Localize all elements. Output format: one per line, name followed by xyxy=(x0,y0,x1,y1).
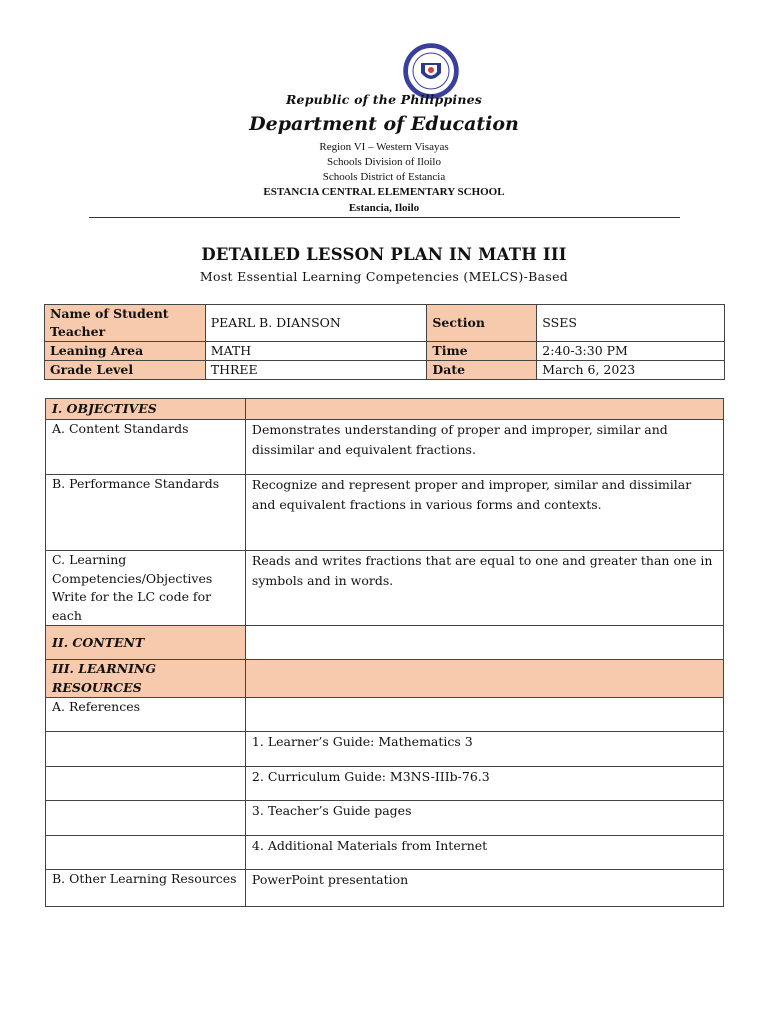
other-resources-text: PowerPoint presentation xyxy=(245,870,723,907)
competencies-text: Reads and writes fractions that are equal to one and greater than one in symbols and in words. xyxy=(245,551,723,626)
republic-heading: Republic of the Philippines xyxy=(285,92,483,107)
date-label: Date xyxy=(427,361,537,380)
learning-resources-heading: III. LEARNING RESOURCES xyxy=(46,660,246,698)
learning-resources-fill xyxy=(245,660,723,698)
grade-level-value: THREE xyxy=(205,361,427,380)
content-standards-label: A. Content Standards xyxy=(46,420,246,475)
region-line: Region VI – Western Visayas xyxy=(319,141,449,153)
district-line: Schools District of Estancia xyxy=(322,171,446,183)
objectives-heading: I. OBJECTIVES xyxy=(46,399,246,420)
deped-seal-icon xyxy=(403,43,459,99)
references-value xyxy=(245,698,723,732)
content-standards-text: Demonstrates understanding of proper and improper, similar and dissimilar and equivalent fractions. xyxy=(245,420,723,475)
ref-blank-1 xyxy=(46,732,246,767)
lesson-plan-subtitle: Most Essential Learning Competencies (MELCS)-Based xyxy=(199,269,569,284)
competencies-label: C. Learning Competencies/Objectives Write for the LC code for each xyxy=(46,551,246,626)
learning-area-label: Leaning Area xyxy=(45,342,206,361)
performance-standards-label: B. Performance Standards xyxy=(46,475,246,551)
school-name: ESTANCIA CENTRAL ELEMENTARY SCHOOL xyxy=(263,186,505,198)
section-value: SSES xyxy=(537,305,725,342)
date-value: March 6, 2023 xyxy=(537,361,725,380)
reference-teachers-guide: 3. Teacher’s Guide pages xyxy=(245,801,723,836)
school-location: Estancia, Iloilo xyxy=(348,202,420,214)
performance-standards-text: Recognize and represent proper and improper, similar and dissimilar and equivalent fractions in various forms and contexts. xyxy=(245,475,723,551)
ref-blank-4 xyxy=(46,836,246,870)
info-table xyxy=(44,304,725,380)
reference-additional-materials: 4. Additional Materials from Internet xyxy=(245,836,723,870)
grade-level-label: Grade Level xyxy=(45,361,206,380)
reference-learners-guide: 1. Learner’s Guide: Mathematics 3 xyxy=(245,732,723,767)
section-label: Section xyxy=(427,305,537,342)
department-heading: Department of Education xyxy=(249,113,519,135)
reference-curriculum-guide: 2. Curriculum Guide: M3NS-IIIb-76.3 xyxy=(245,767,723,801)
other-resources-label: B. Other Learning Resources xyxy=(46,870,246,907)
content-heading: II. CONTENT xyxy=(46,626,246,660)
lesson-plan-title: DETAILED LESSON PLAN IN MATH III xyxy=(201,245,567,264)
ref-blank-3 xyxy=(46,801,246,836)
time-label: Time xyxy=(427,342,537,361)
references-label: A. References xyxy=(46,698,246,732)
division-line: Schools Division of Iloilo xyxy=(327,156,441,168)
student-teacher-value: PEARL B. DIANSON xyxy=(205,305,427,342)
learning-area-value: MATH xyxy=(205,342,427,361)
content-value xyxy=(245,626,723,660)
header-divider xyxy=(89,217,680,218)
student-teacher-label: Name of Student Teacher xyxy=(45,305,206,342)
objectives-header-fill xyxy=(245,399,723,420)
ref-blank-2 xyxy=(46,767,246,801)
lesson-plan-table xyxy=(45,398,724,907)
time-value: 2:40-3:30 PM xyxy=(537,342,725,361)
